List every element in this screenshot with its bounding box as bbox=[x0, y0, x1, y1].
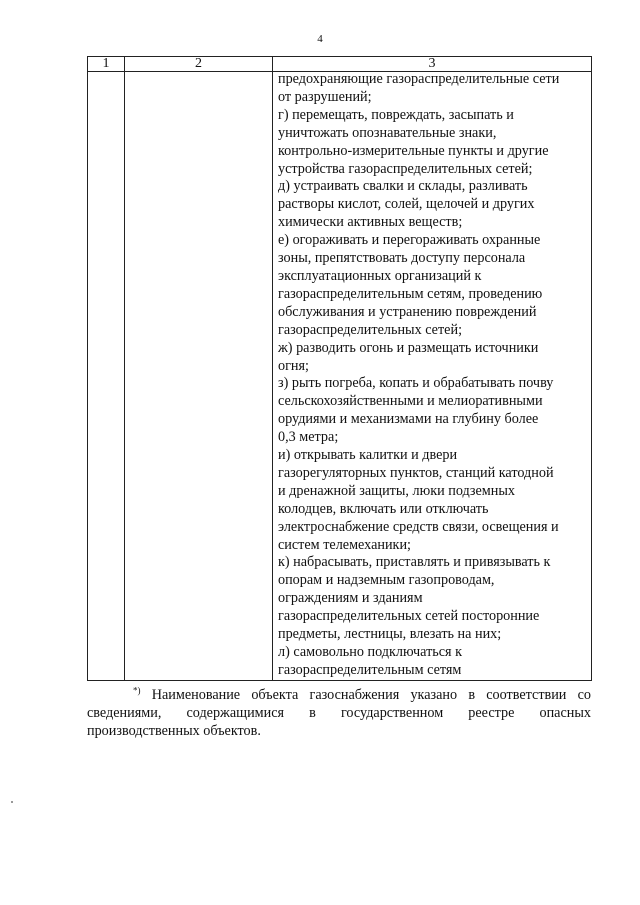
table-row bbox=[88, 72, 592, 681]
text-line: от разрушений; bbox=[278, 88, 372, 105]
text-line: химически активных веществ; bbox=[278, 214, 463, 231]
footnote-text-1: Наименование объекта газоснабжения указано в соответствии со bbox=[151, 687, 592, 703]
footnote-line-3: производственных объектов. bbox=[87, 723, 261, 739]
text-line: и) открывать калитки и двери bbox=[278, 447, 458, 464]
text-line: з) рыть погреба, копать и обрабатывать почву bbox=[278, 375, 554, 392]
text-line: газорегуляторных пунктов, станций катодной bbox=[278, 464, 554, 481]
prohibitions-text bbox=[273, 71, 591, 680]
footnote-line-2: сведениями, содержащимися в государственном реестре опасных bbox=[87, 705, 591, 721]
table-cell-column-1 bbox=[88, 72, 125, 681]
footnote-line-1 bbox=[87, 686, 591, 704]
text-line: газораспределительных сетей посторонние bbox=[278, 608, 540, 625]
text-line: контрольно-измерительные пункты и другие bbox=[278, 142, 549, 159]
text-line: газораспределительных сетей; bbox=[278, 321, 463, 338]
text-line: 0,3 метра; bbox=[278, 429, 339, 446]
text-line: электроснабжение средств связи, освещения и bbox=[278, 518, 559, 535]
column-header-2: 2 bbox=[125, 57, 273, 72]
text-line: ограждениям и зданиям bbox=[278, 590, 423, 607]
text-line: орудиями и механизмами на глубину более bbox=[278, 411, 539, 428]
text-line: эксплуатационных организаций к bbox=[278, 267, 482, 284]
text-line: и дренажной защиты, люки подземных bbox=[278, 482, 515, 499]
text-line: предметы, лестницы, влезать на них; bbox=[278, 626, 502, 643]
text-line: устройства газораспределительных сетей; bbox=[278, 160, 533, 177]
text-line: л) самовольно подключаться к bbox=[278, 644, 463, 660]
table-cell-column-3 bbox=[273, 72, 592, 681]
text-line: е) огораживать и перегораживать охранные bbox=[278, 232, 541, 249]
text-line: огня; bbox=[278, 357, 309, 374]
text-line: д) устраивать свалки и склады, разливать bbox=[278, 178, 528, 195]
text-line: предохраняющие газораспределительные сети bbox=[278, 71, 560, 87]
text-line: к) набрасывать, приставлять и привязывать к bbox=[278, 554, 551, 571]
column-header-1: 1 bbox=[88, 57, 125, 72]
requirements-table bbox=[87, 56, 592, 681]
text-line: уничтожать опознавательные знаки, bbox=[278, 124, 497, 141]
page-number: 4 bbox=[317, 33, 323, 45]
scan-speck bbox=[11, 801, 13, 803]
footnote-marker: *) bbox=[133, 685, 141, 696]
column-header-3: 3 bbox=[273, 57, 592, 72]
text-line: сельскохозяйственными и мелиоративными bbox=[278, 393, 543, 410]
text-line: растворы кислот, солей, щелочей и других bbox=[278, 196, 535, 213]
table-cell-column-2 bbox=[125, 72, 273, 681]
footnote bbox=[87, 686, 591, 740]
text-line: газораспределительным сетям, проведению bbox=[278, 285, 543, 302]
text-line: ж) разводить огонь и размещать источники bbox=[278, 339, 539, 356]
text-line: зоны, препятствовать доступу персонала bbox=[278, 250, 526, 267]
text-line: опорам и надземным газопроводам, bbox=[278, 572, 495, 589]
text-line: колодцев, включать или отключать bbox=[278, 500, 489, 517]
table-header-row bbox=[88, 57, 592, 72]
text-line: г) перемещать, повреждать, засыпать и bbox=[278, 106, 514, 123]
text-line: обслуживания и устранению повреждений bbox=[278, 303, 537, 320]
text-line: систем телемеханики; bbox=[278, 536, 411, 553]
text-line: газораспределительным сетям bbox=[278, 661, 462, 678]
